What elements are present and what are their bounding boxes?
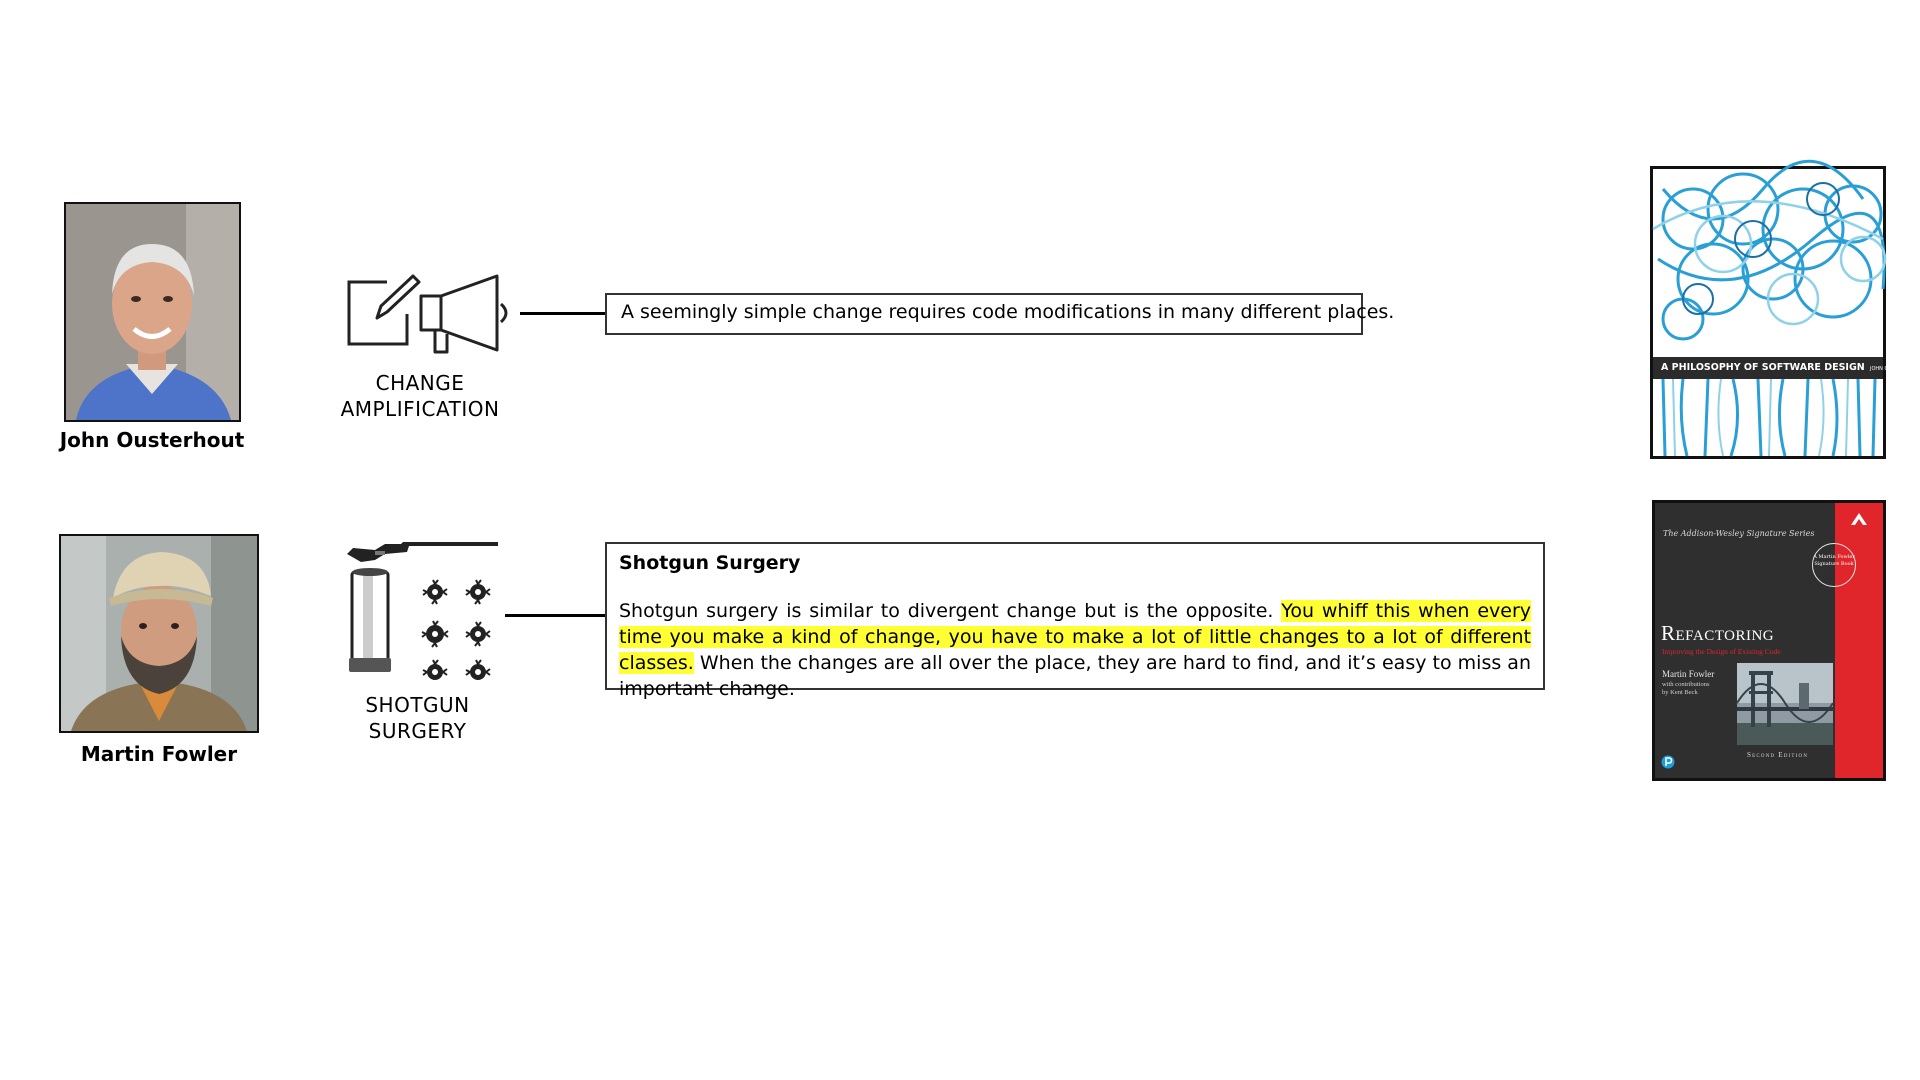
signature-book-seal <box>1812 543 1856 587</box>
caption-line: SURGERY <box>368 719 467 743</box>
john-ousterhout-photo <box>64 202 241 422</box>
shotgun-surgery-caption <box>330 692 505 744</box>
megaphone-icon <box>421 276 506 352</box>
person-name: John Ousterhout <box>59 428 245 452</box>
shotgun-surgery-definition <box>605 542 1545 700</box>
highlighted-text: You whiff this when every time you make a kind of change, you have to make a lot of little changes to a lot of different classes. <box>619 600 1531 674</box>
book-contributors: with contributions by Kent Beck <box>1662 681 1710 696</box>
definition-text: When the changes are all over the place, they are hard to find, and it’s easy to miss an important change. <box>619 652 1531 700</box>
definition-title: Shotgun Surgery <box>619 552 801 574</box>
publisher-logo-icon <box>1845 511 1873 527</box>
cover-title-text: A PHILOSOPHY OF SOFTWARE DESIGN <box>1661 362 1865 373</box>
change-amplification-icon <box>345 272 510 354</box>
philosophy-of-software-design-cover <box>1650 166 1920 459</box>
person-portrait-icon <box>61 536 257 731</box>
bridge-photo <box>1737 663 1833 745</box>
martin-fowler-photo <box>59 534 259 733</box>
seal-text: A Martin Fowler Signature Book <box>1813 554 1855 567</box>
person-portrait-icon <box>66 204 239 420</box>
cover-author-text: JOHN OUSTERHOUT <box>1870 366 1920 372</box>
caption-line: CHANGE <box>375 371 465 395</box>
shotgun-icon <box>347 542 498 562</box>
definition-text: Shotgun surgery is similar to divergent change but is the opposite. <box>619 600 1282 622</box>
caption-line: SHOTGUN <box>365 693 470 717</box>
shotgun-surgery-icon <box>345 538 500 688</box>
tangled-lines-cover-art <box>1653 169 1883 456</box>
change-amplification-definition <box>605 293 1395 335</box>
connector-line <box>520 312 606 315</box>
edit-square-icon <box>349 276 419 344</box>
book-subtitle: Improving the Design of Existing Code <box>1662 647 1781 656</box>
pearson-logo-icon <box>1661 755 1675 769</box>
book-series: The Addison-Wesley Signature Series <box>1663 529 1815 538</box>
refactoring-book-cover <box>1652 500 1886 781</box>
change-amplification-caption <box>330 370 510 422</box>
caption-line: AMPLIFICATION <box>340 397 500 421</box>
definition-text: A seemingly simple change requires code modifications in many different places. <box>621 301 1395 323</box>
book-author: Martin Fowler <box>1662 669 1715 679</box>
book-cover-title <box>1661 362 1919 373</box>
connector-line <box>505 614 606 617</box>
shotgun-shell-icon <box>349 568 391 672</box>
book-title: Refactoring <box>1661 621 1775 645</box>
bullet-hole-icon <box>422 580 490 680</box>
person-name: Martin Fowler <box>80 742 238 766</box>
book-edition: Second Edition <box>1747 751 1809 759</box>
definition-body <box>619 598 1531 702</box>
